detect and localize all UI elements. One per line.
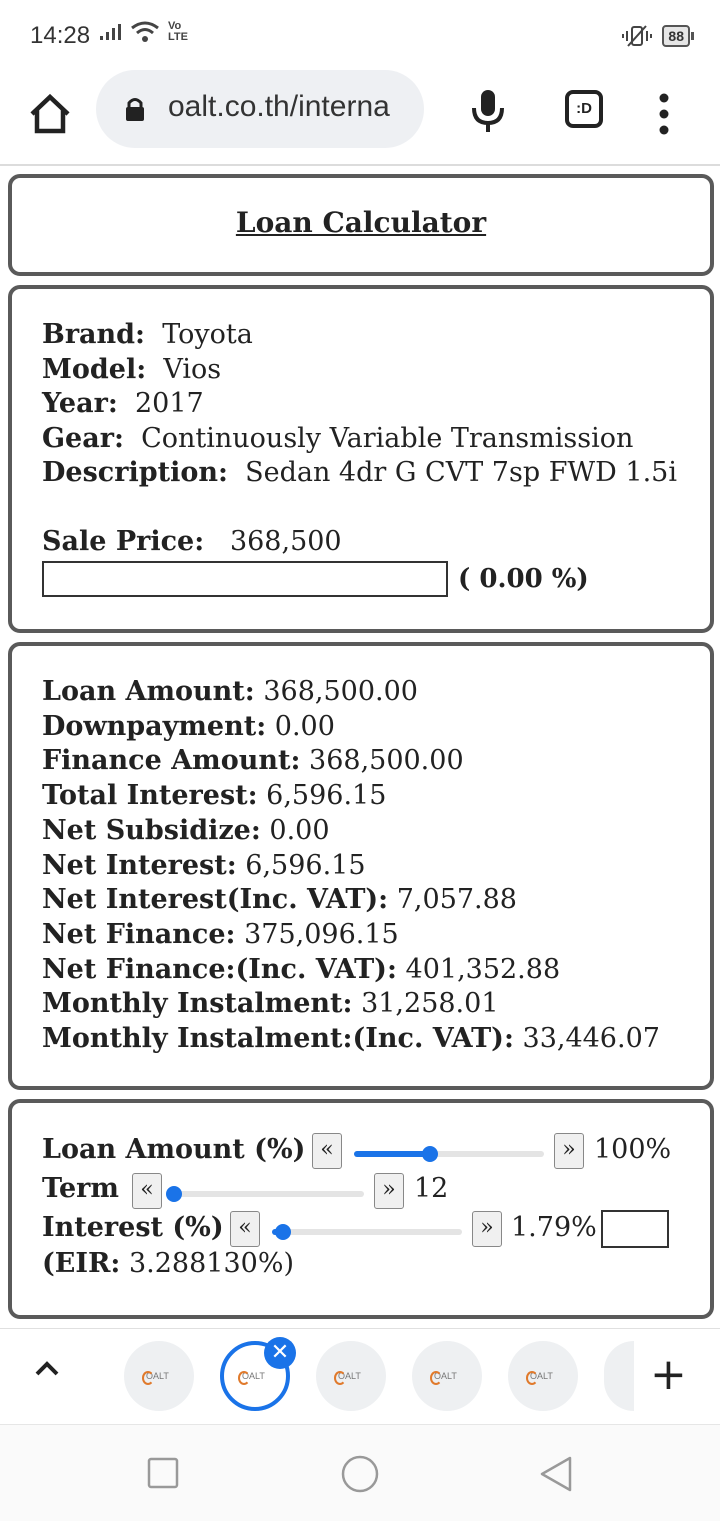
brand-value: Toyota [162, 319, 253, 350]
home-nav-icon[interactable] [340, 1454, 380, 1494]
summary-row [42, 815, 330, 846]
model-value: Vios [163, 354, 222, 385]
interest-decrement-button[interactable]: « [230, 1211, 260, 1247]
tab-thumbnail[interactable] [412, 1341, 482, 1411]
summary-label: Finance Amount: [42, 745, 301, 777]
description-value: Sedan 4dr G CVT 7sp FWD 1.5i [245, 457, 677, 488]
address-bar[interactable] [96, 70, 424, 148]
summary-value: 6,596.15 [245, 849, 366, 881]
interest-label: Interest (%) [42, 1212, 224, 1243]
summary-label: Downpayment: [42, 710, 267, 742]
summary-row [42, 780, 386, 811]
close-tab-icon[interactable]: ✕ [264, 1337, 296, 1369]
lock-icon [124, 96, 146, 122]
summary-value: 375,096.15 [244, 918, 399, 950]
interest-increment-button[interactable]: » [472, 1211, 502, 1247]
term-decrement-button[interactable]: « [132, 1173, 162, 1209]
description-row [42, 457, 677, 488]
summary-value: 7,057.88 [396, 884, 517, 916]
summary-row [42, 919, 399, 950]
toolbar-divider [0, 164, 720, 166]
controls-panel [8, 1099, 714, 1319]
summary-value: 401,352.88 [405, 953, 561, 985]
title-panel [8, 174, 714, 276]
loan-amount-value: 100% [594, 1134, 672, 1165]
summary-row [42, 988, 499, 1019]
description-label: Description: [42, 457, 228, 488]
status-time: 14:28 [30, 22, 91, 49]
eir-label: (EIR: [42, 1248, 121, 1279]
summary-row [42, 711, 335, 742]
tab-switcher-button[interactable]: :D [565, 90, 603, 128]
tab-logo: OALT [242, 1371, 265, 1381]
summary-label: Net Finance: [42, 918, 236, 950]
recents-icon[interactable] [146, 1456, 180, 1490]
status-icons [98, 20, 194, 44]
summary-value: 0.00 [269, 814, 330, 846]
summary-label: Net Interest: [42, 849, 237, 881]
browser-toolbar [0, 72, 720, 164]
interest-value: 1.79% [511, 1212, 597, 1243]
term-label: Term [42, 1173, 119, 1204]
sale-price-value: 368,500 [229, 526, 342, 557]
loan-amount-increment-button[interactable]: » [554, 1133, 584, 1169]
summary-label: Net Subsidize: [42, 814, 261, 846]
summary-label: Monthly Instalment: [42, 988, 353, 1020]
summary-row [42, 676, 418, 707]
system-nav-bar [0, 1424, 720, 1521]
term-slider[interactable] [174, 1191, 364, 1197]
summary-label: Net Finance:(Inc. VAT): [42, 953, 397, 985]
interest-slider[interactable] [272, 1229, 462, 1235]
more-options-icon[interactable] [650, 90, 678, 138]
term-slider-thumb[interactable] [166, 1186, 182, 1202]
summary-value: 31,258.01 [361, 988, 499, 1020]
brand-label: Brand: [42, 319, 146, 350]
gear-value: Continuously Variable Transmission [141, 423, 634, 454]
interest-slider-thumb[interactable] [275, 1224, 291, 1240]
summary-row [42, 1023, 660, 1054]
tab-thumbnail[interactable] [508, 1341, 578, 1411]
discount-percent: ( 0.00 %) [458, 564, 589, 594]
sale-price-label: Sale Price: [42, 526, 205, 557]
url-text: oalt.co.th/interna [168, 90, 390, 123]
model-label: Model: [42, 354, 147, 385]
summary-value: 33,446.07 [522, 1023, 660, 1054]
status-bar [0, 0, 720, 72]
new-tab-button[interactable]: + [650, 1349, 687, 1400]
year-row [42, 388, 204, 419]
home-icon[interactable] [26, 90, 74, 138]
battery-indicator: 88 [662, 25, 690, 47]
loan-amount-label: Loan Amount (%) [42, 1134, 306, 1165]
loan-amount-slider-thumb[interactable] [422, 1146, 438, 1162]
interest-input[interactable] [601, 1210, 669, 1248]
summary-value: 0.00 [274, 710, 335, 742]
gear-row [42, 423, 633, 454]
term-increment-button[interactable]: » [374, 1173, 404, 1209]
vehicle-info-panel [8, 285, 714, 633]
summary-label: Loan Amount: [42, 676, 255, 707]
summary-row [42, 850, 366, 881]
discount-input[interactable] [42, 561, 448, 597]
eir-row [42, 1248, 294, 1279]
summary-row [42, 884, 517, 915]
sale-price-row [42, 526, 342, 557]
signal-icon [98, 22, 122, 42]
page-title: Loan Calculator [235, 206, 487, 239]
gear-label: Gear: [42, 423, 124, 454]
loan-amount-slider[interactable] [354, 1151, 544, 1157]
tab-strip [0, 1328, 720, 1425]
summary-value: 368,500.00 [309, 745, 464, 777]
chevron-up-icon[interactable] [34, 1359, 60, 1377]
back-icon[interactable] [538, 1454, 574, 1494]
vibrate-icon [622, 24, 652, 48]
status-right [622, 24, 690, 48]
tab-thumbnail[interactable] [124, 1341, 194, 1411]
tab-logo: OALT [434, 1371, 457, 1381]
summary-value: 6,596.15 [266, 780, 387, 812]
summary-label: Monthly Instalment:(Inc. VAT): [42, 1023, 514, 1054]
tab-logo: OALT [146, 1371, 169, 1381]
wifi-icon [130, 20, 160, 44]
eir-value: 3.288130%) [128, 1248, 295, 1279]
tab-logo: OALT [530, 1371, 553, 1381]
term-value: 12 [414, 1173, 449, 1204]
year-value: 2017 [134, 388, 204, 419]
loan-amount-decrement-button[interactable]: « [312, 1133, 342, 1169]
summary-value: 368,500.00 [263, 676, 418, 707]
tab-logo: OALT [338, 1371, 361, 1381]
loan-amount-slider-fill [354, 1151, 430, 1157]
summary-row [42, 954, 560, 985]
tab-thumbnail[interactable] [316, 1341, 386, 1411]
volte-icon: Vo LTE [168, 20, 188, 43]
summary-label: Total Interest: [42, 780, 258, 812]
summary-label: Net Interest(Inc. VAT): [42, 884, 389, 916]
summary-row [42, 745, 464, 776]
brand-row [42, 319, 253, 350]
microphone-icon[interactable] [468, 86, 508, 136]
model-row [42, 354, 221, 385]
summary-panel [8, 642, 714, 1090]
tab-thumbnail-partial[interactable] [604, 1341, 634, 1411]
year-label: Year: [42, 388, 118, 419]
